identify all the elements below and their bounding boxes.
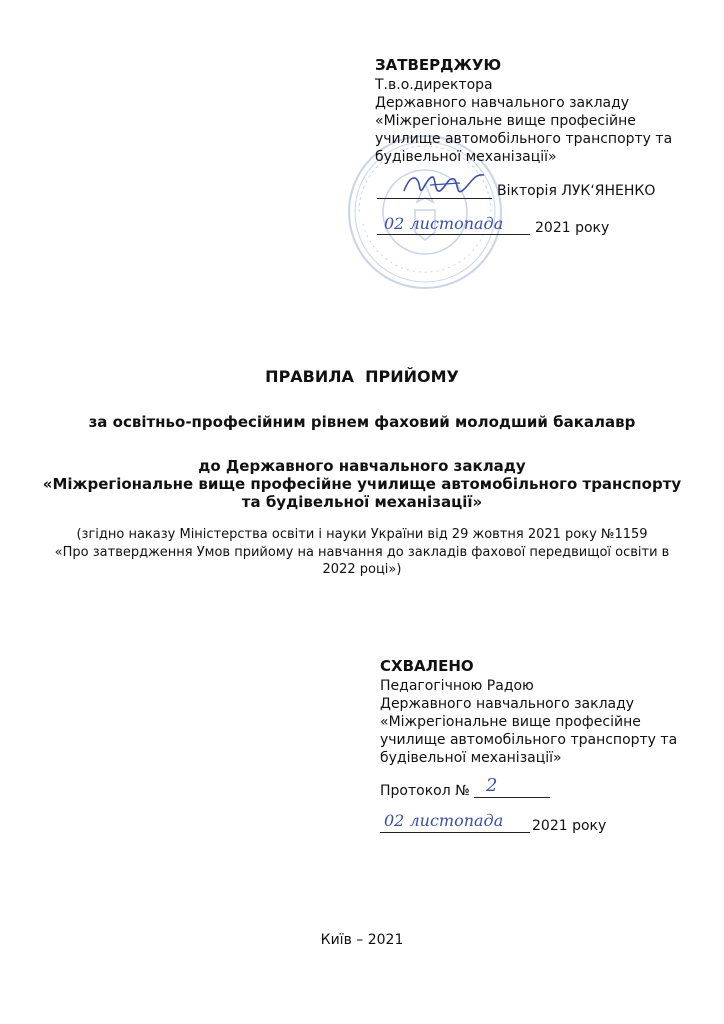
order-line-2: «Про затвердження Умов прийому на навчання до закладів фахової передвищої освіти в [54,545,670,560]
approval-date-handwritten: 02 листопада [384,214,504,233]
approval-line-5: будівельної механізації» [375,149,557,165]
endorsement-line-1: Педагогічною Радою [380,678,534,694]
institution-line-1: до Державного навчального закладу [198,457,526,475]
endorsement-date-line [380,832,530,833]
approval-year: 2021 року [535,220,610,236]
order-line-1: (згідно наказу Міністерства освіти і науки України від 29 жовтня 2021 року №1159 [76,527,648,542]
signatory-name: Вікторія ЛУК‘ЯНЕНКО [497,183,656,199]
approval-line-4: училище автомобільного транспорту та [375,131,673,147]
endorsement-line-4: училище автомобільного транспорту та [380,732,678,748]
approval-line-1: Т.в.о.директора [375,77,493,93]
document-title: ПРАВИЛА ПРИЙОМУ [265,367,459,386]
institution-line-3: та будівельної механізації» [241,493,483,511]
endorsement-year: 2021 року [532,818,607,834]
endorsement-line-5: будівельної механізації» [380,750,562,766]
endorsement-line-3: «Міжрегіональне вище професійне [380,714,641,730]
approval-line-3: «Міжрегіональне вище професійне [375,113,636,129]
handwritten-signature [400,165,495,203]
approval-date-line [377,234,530,235]
endorsement-line-2: Державного навчального закладу [380,696,635,712]
approval-line-2: Державного навчального закладу [375,95,630,111]
order-line-3: 2022 році») [322,562,402,577]
endorsement-date-handwritten: 02 листопада [384,811,504,830]
endorsement-heading: СХВАЛЕНО [380,657,474,675]
approval-heading: ЗАТВЕРДЖУЮ [375,56,502,74]
protocol-number-line [474,797,550,798]
protocol-label: Протокол № [380,783,470,799]
place-and-year: Київ – 2021 [320,932,404,948]
protocol-number-handwritten: 2 [486,775,498,796]
institution-line-2: «Міжрегіональне вище професійне училище автомобільного транспорту [42,475,682,493]
document-subtitle: за освітньо-професійним рівнем фаховий молодший бакалавр [88,413,636,431]
